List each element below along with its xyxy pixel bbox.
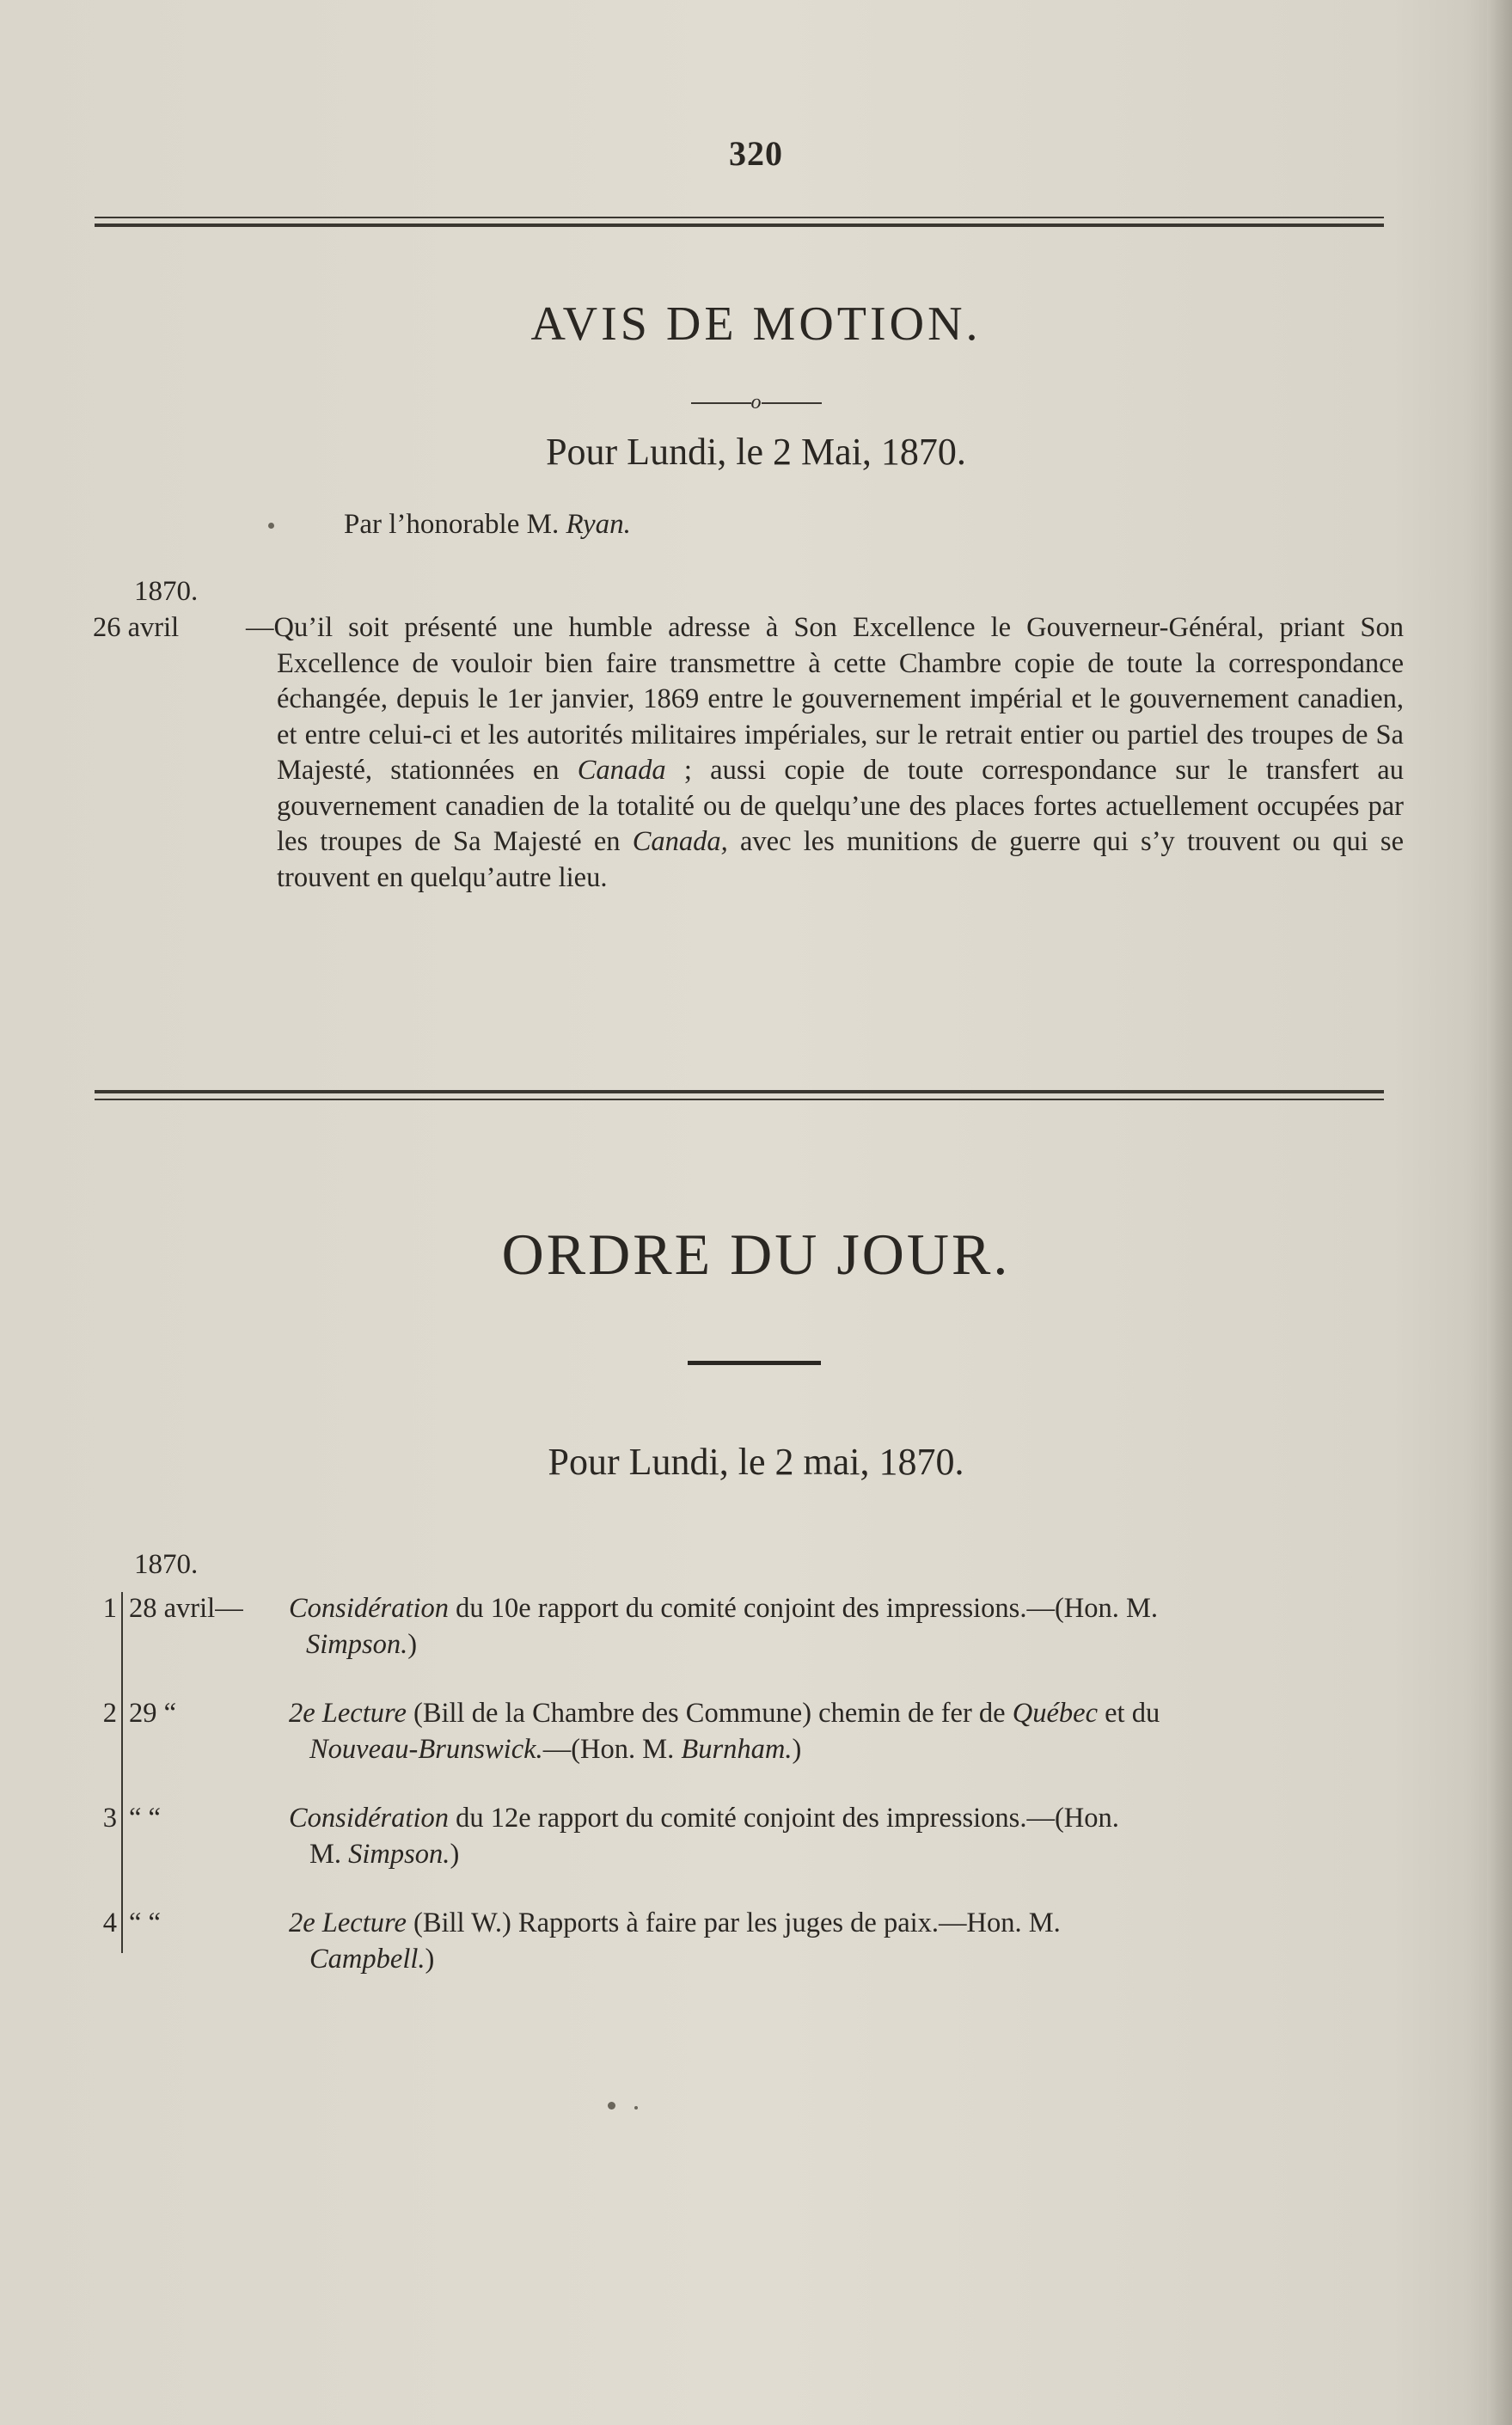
byline-prefix: Par l’honorable M. <box>344 509 560 540</box>
order-body: et du <box>1098 1698 1160 1729</box>
order-body: (Bill W.) Rapports à faire par les juges de paix.—Hon. M. <box>406 1908 1061 1938</box>
order-text-body <box>254 1590 1405 1663</box>
order-lead: 2e Lecture <box>289 1698 407 1729</box>
order-place: Québec <box>1012 1698 1098 1729</box>
order-sponsor: Simpson. <box>306 1629 408 1660</box>
order-lead: Considération <box>289 1803 449 1834</box>
avis-separator <box>0 391 1512 414</box>
avis-date-heading: Pour Lundi, le 2 Mai, 1870. <box>546 431 966 473</box>
order-body: du 12e rapport du comité conjoint des impressions.—(Hon. <box>449 1803 1119 1834</box>
order-lead: Considération <box>289 1593 449 1624</box>
order-item <box>86 1800 1405 1872</box>
order-date-text: 28 avril <box>129 1593 216 1624</box>
order-date: “ “ <box>129 1803 161 1834</box>
paper-speck <box>268 523 274 529</box>
motion-byline <box>344 509 631 541</box>
order-item <box>86 1905 1405 1977</box>
page-edge-shadow <box>1487 0 1512 2425</box>
avis-title: AVIS DE MOTION. <box>530 297 982 351</box>
order-sponsor: Simpson. <box>348 1839 450 1870</box>
order-lead: 2e Lecture <box>289 1908 407 1938</box>
order-text <box>289 1800 1405 1872</box>
order-list <box>86 1590 1405 2010</box>
order-tail: ) <box>407 1629 418 1660</box>
motion-text-part: ; aussi copie de toute correspondance sur le transfert au gouvernement canadien de la totalité ou de quelqu’une des places fortes actuellement occupées par les troupes de Sa Majesté en <box>277 755 1404 857</box>
order-place: Nouveau-Brunswick. <box>309 1734 543 1765</box>
ordre-date-heading: Pour Lundi, le 2 mai, 1870. <box>548 1441 964 1483</box>
ordre-title: ORDRE DU JOUR. <box>501 1222 1011 1287</box>
order-sponsor: Burnham. <box>681 1734 793 1765</box>
byline-name: Ryan. <box>566 509 631 540</box>
order-body: M. <box>309 1839 349 1870</box>
order-dash: — <box>215 1593 243 1624</box>
paper-speck <box>608 2102 615 2110</box>
order-sponsor: Campbell. <box>309 1944 425 1975</box>
order-text <box>254 1590 1405 1663</box>
motion-date: 26 avril <box>93 612 180 643</box>
order-text <box>289 1695 1405 1767</box>
order-item <box>86 1590 1405 1663</box>
ordre-short-rule <box>688 1361 821 1365</box>
middle-double-rule <box>95 1090 1384 1100</box>
order-text <box>289 1905 1405 1977</box>
order-tail: ) <box>792 1734 802 1765</box>
paper-speck <box>634 2106 638 2110</box>
order-text-body <box>289 1800 1405 1872</box>
order-body: —(Hon. M. <box>542 1734 682 1765</box>
avis-year: 1870. <box>134 576 199 607</box>
order-date: 29 “ <box>129 1698 177 1729</box>
order-number: 2 <box>102 1698 117 1729</box>
order-text-body <box>289 1905 1405 1977</box>
separator-glyph: o <box>750 391 762 413</box>
order-text-body <box>289 1695 1405 1767</box>
order-body: (Bill de la Chambre des Commune) chemin de fer de <box>406 1698 1013 1729</box>
motion-text <box>246 610 1404 896</box>
order-tail: ) <box>425 1944 435 1975</box>
motion-entry <box>93 610 1404 896</box>
order-item <box>86 1695 1405 1767</box>
order-number: 4 <box>102 1908 117 1938</box>
motion-text-part: avec les munitions de guerre qui s’y trouvent ou qui se trouvent en quelqu’autre lieu. <box>277 826 1404 893</box>
page-number: 320 <box>729 134 783 173</box>
order-number: 1 <box>102 1593 117 1624</box>
order-date <box>129 1590 243 1626</box>
order-number: 3 <box>102 1803 117 1834</box>
ordre-year: 1870. <box>134 1549 199 1580</box>
order-tail: ) <box>450 1839 460 1870</box>
motion-text-canada: Canada <box>577 755 666 786</box>
motion-text-part: —Qu’il soit présenté une humble adresse à Son Excellence le Gouverneur-Général, priant Son Excellence de vouloir bien faire transmettre à cette Chambre copie de toute la correspondance échangée, depuis le 1er janvier, 1869 entre le gouvernement impérial et le gouvernement canadien, et entre celui-ci et les autorités militaires impériales, sur le retrait entier ou partiel des troupes de Sa Majesté, stationnées en <box>246 612 1404 786</box>
top-double-rule <box>95 217 1384 227</box>
order-date: “ “ <box>129 1908 161 1938</box>
order-body: du 10e rapport du comité conjoint des impressions.—(Hon. M. <box>449 1593 1159 1624</box>
motion-text-canada: Canada, <box>632 826 728 857</box>
